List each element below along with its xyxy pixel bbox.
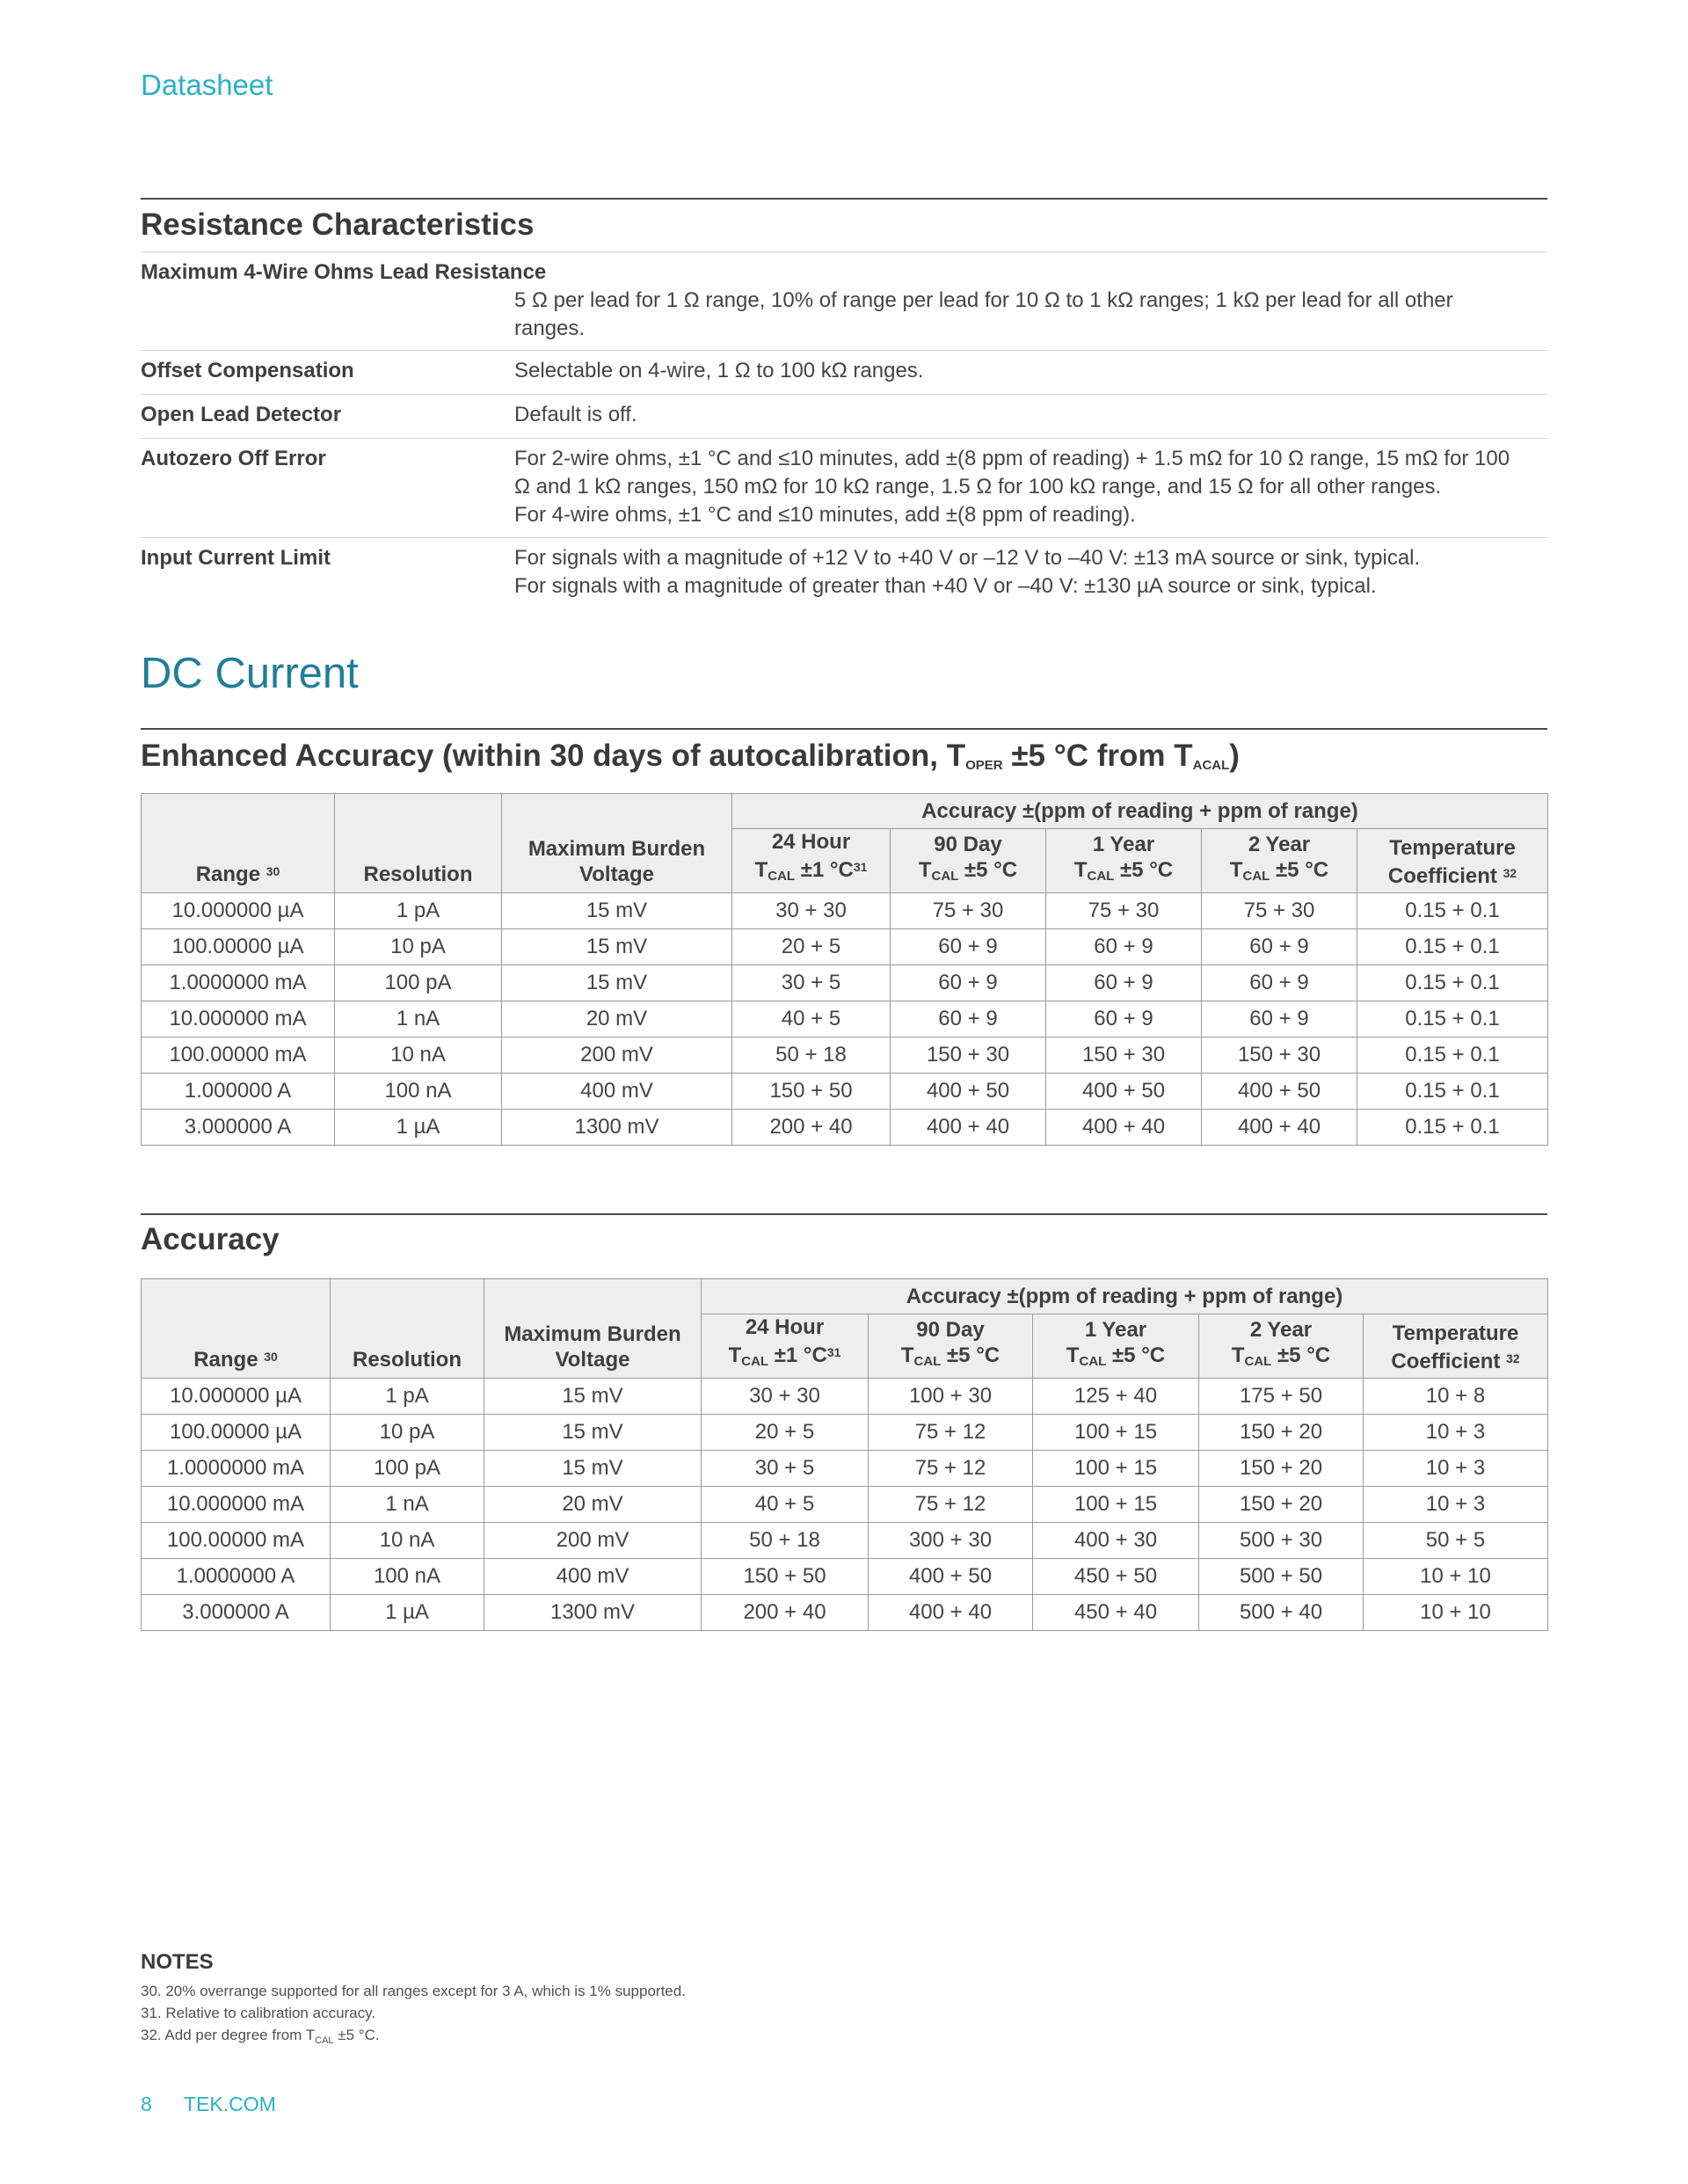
table-cell: 400 + 40 xyxy=(1202,1110,1357,1146)
row-divider xyxy=(141,350,1547,351)
table-cell: 75 + 30 xyxy=(1202,893,1357,929)
document-type-label: Datasheet xyxy=(141,69,273,101)
table-cell: 20 + 5 xyxy=(732,929,891,965)
table-cell: 60 + 9 xyxy=(1202,965,1357,1001)
table-row xyxy=(142,1037,1548,1074)
table-cell: 10 nA xyxy=(331,1523,484,1559)
table-cell: 10.000000 mA xyxy=(142,1001,335,1037)
table-cell: 1.0000000 mA xyxy=(142,965,335,1001)
table-cell: 20 + 5 xyxy=(702,1415,869,1451)
table-cell: 1 nA xyxy=(335,1001,502,1037)
table-cell: 100.00000 mA xyxy=(142,1523,331,1559)
spec-value: 5 Ω per lead for 1 Ω range, 10% of range per lead for 10 Ω to 1 kΩ ranges; 1 kΩ per lead for all other ranges. xyxy=(514,288,1453,340)
table-cell: 150 + 50 xyxy=(732,1074,891,1110)
table-cell: 500 + 50 xyxy=(1199,1559,1364,1595)
section-rule xyxy=(141,1213,1547,1215)
table-cell: 10 + 10 xyxy=(1364,1559,1548,1595)
table-cell: 30 + 30 xyxy=(702,1379,869,1415)
row-divider xyxy=(141,251,1547,252)
table-cell: 1300 mV xyxy=(502,1110,732,1146)
table-cell: 75 + 12 xyxy=(869,1415,1033,1451)
table-cell: 150 + 20 xyxy=(1199,1487,1364,1523)
table-cell: 10 + 3 xyxy=(1364,1451,1548,1487)
table-cell: 400 mV xyxy=(484,1559,702,1595)
table-cell: 60 + 9 xyxy=(1202,929,1357,965)
table-cell: 50 + 5 xyxy=(1364,1523,1548,1559)
table-row xyxy=(142,1595,1548,1631)
col-header-2-year: 2 Year $T_{CAL} \pm 5$ °C xyxy=(1199,1314,1364,1379)
table-cell: 20 mV xyxy=(502,1001,732,1037)
spec-value-line: For 2-wire ohms, ±1 °C and ≤10 minutes, add ±(8 ppm of reading) + 1.5 mΩ for 10 Ω range, 15 mΩ for 100 Ω and 1 kΩ ranges, 150 mΩ for 10 kΩ range, 1.5 Ω for 100 kΩ range, and 15 Ω for all other ranges. xyxy=(514,447,1510,499)
table-cell: 150 + 50 xyxy=(702,1559,869,1595)
spec-value xyxy=(514,544,1525,601)
table-cell: 200 mV xyxy=(502,1037,732,1074)
table-cell: 0.15 + 0.1 xyxy=(1357,1110,1548,1146)
table-cell: 75 + 12 xyxy=(869,1451,1033,1487)
table-cell: 60 + 9 xyxy=(891,929,1046,965)
table-cell: 15 mV xyxy=(484,1451,702,1487)
col-header-90-day: 90 Day $T_{CAL} \pm 5$ °C xyxy=(891,829,1046,893)
table-cell: 0.15 + 0.1 xyxy=(1357,1001,1548,1037)
table-cell: 500 + 30 xyxy=(1199,1523,1364,1559)
table-cell: 10 + 3 xyxy=(1364,1415,1548,1451)
col-header-burden: Maximum Burden Voltage xyxy=(484,1279,702,1379)
table-cell: 100 nA xyxy=(335,1074,502,1110)
table-cell: 150 + 30 xyxy=(891,1037,1046,1074)
table-cell: 450 + 40 xyxy=(1033,1595,1199,1631)
col-header-90-day: 90 Day $T_{CAL} \pm 5$ °C xyxy=(869,1314,1033,1379)
table-cell: 60 + 9 xyxy=(1202,1001,1357,1037)
table-cell: 30 + 30 xyxy=(732,893,891,929)
table-cell: 125 + 40 xyxy=(1033,1379,1199,1415)
table-row xyxy=(142,1001,1548,1037)
table-cell: 30 + 5 xyxy=(732,965,891,1001)
table-cell: 75 + 30 xyxy=(891,893,1046,929)
row-divider xyxy=(141,537,1547,538)
col-header-24-hour: 24 Hour $T_{CAL} \pm 1$ $^\circ C^{31}$ xyxy=(732,829,891,893)
spec-value xyxy=(514,445,1525,529)
table-cell: 500 + 40 xyxy=(1199,1595,1364,1631)
dc-current-heading: DC Current xyxy=(141,650,359,697)
table-cell: 0.15 + 0.1 xyxy=(1357,893,1548,929)
table-cell: 20 mV xyxy=(484,1487,702,1523)
accuracy-table xyxy=(141,1278,1548,1631)
table-cell: 10 + 8 xyxy=(1364,1379,1548,1415)
table-row xyxy=(142,893,1548,929)
table-cell: 100 + 15 xyxy=(1033,1487,1199,1523)
spec-label: Maximum 4-Wire Ohms Lead Resistance xyxy=(141,260,547,284)
accuracy-title: Accuracy xyxy=(141,1222,280,1256)
col-header-24-hour: 24 Hour $T_{CAL} \pm 1$ $^\circ C^{31}$ xyxy=(702,1314,869,1379)
table-row xyxy=(142,965,1548,1001)
spec-value: Selectable on 4-wire, 1 Ω to 100 kΩ ranges. xyxy=(514,359,924,382)
table-cell: 60 + 9 xyxy=(1046,1001,1202,1037)
table-cell: 150 + 30 xyxy=(1046,1037,1202,1074)
table-cell: 0.15 + 0.1 xyxy=(1357,929,1548,965)
table-cell: 50 + 18 xyxy=(702,1523,869,1559)
resistance-section-title: Resistance Characteristics xyxy=(141,207,535,242)
table-cell: 400 + 40 xyxy=(869,1595,1033,1631)
table-cell: 1.000000 A xyxy=(142,1074,335,1110)
col-header-range: Range $^{30}$ xyxy=(142,794,335,893)
table-cell: 150 + 20 xyxy=(1199,1451,1364,1487)
table-cell: 15 mV xyxy=(484,1379,702,1415)
table-cell: 10.000000 µA xyxy=(142,893,335,929)
table-cell: 100 + 15 xyxy=(1033,1451,1199,1487)
table-row xyxy=(142,1110,1548,1146)
table-row xyxy=(142,1415,1548,1451)
table-cell: 100 pA xyxy=(331,1451,484,1487)
table-cell: 10 nA xyxy=(335,1037,502,1074)
table-cell: 10 pA xyxy=(335,929,502,965)
col-header-temp-coefficient: Temperature Coefficient $^{32}$ xyxy=(1364,1314,1548,1379)
table-cell: 1 pA xyxy=(331,1379,484,1415)
table-cell: 0.15 + 0.1 xyxy=(1357,965,1548,1001)
table-cell: 75 + 12 xyxy=(869,1487,1033,1523)
table-cell: 150 + 20 xyxy=(1199,1415,1364,1451)
table-cell: 450 + 50 xyxy=(1033,1559,1199,1595)
table-cell: 100.00000 mA xyxy=(142,1037,335,1074)
table-cell: 10 + 3 xyxy=(1364,1487,1548,1523)
table-cell: 400 + 50 xyxy=(891,1074,1046,1110)
table-cell: 400 mV xyxy=(502,1074,732,1110)
table-cell: 100.00000 µA xyxy=(142,929,335,965)
col-header-resolution: Resolution xyxy=(335,794,502,893)
section-rule xyxy=(141,198,1547,200)
table-cell: 100 nA xyxy=(331,1559,484,1595)
table-cell: 400 + 50 xyxy=(869,1559,1033,1595)
table-cell: 60 + 9 xyxy=(1046,965,1202,1001)
table-cell: 1 nA xyxy=(331,1487,484,1523)
table-cell: 15 mV xyxy=(502,929,732,965)
table-cell: 200 + 40 xyxy=(702,1595,869,1631)
notes-title: NOTES xyxy=(141,1950,214,1974)
table-cell: 3.000000 A xyxy=(142,1110,335,1146)
col-header-temp-coefficient: Temperature Coefficient $^{32}$ xyxy=(1357,829,1548,893)
section-rule xyxy=(141,728,1547,730)
table-cell: 60 + 9 xyxy=(1046,929,1202,965)
table-cell: 1300 mV xyxy=(484,1595,702,1631)
table-cell: 3.000000 A xyxy=(142,1595,331,1631)
table-cell: 10 pA xyxy=(331,1415,484,1451)
table-cell: 300 + 30 xyxy=(869,1523,1033,1559)
note-31: 31. Relative to calibration accuracy. xyxy=(141,2005,376,2021)
spec-label: Open Lead Detector xyxy=(141,403,342,426)
table-row xyxy=(142,929,1548,965)
table-cell: 150 + 30 xyxy=(1202,1037,1357,1074)
row-divider xyxy=(141,438,1547,439)
col-group-header-accuracy: Accuracy ±(ppm of reading + ppm of range) xyxy=(702,1279,1548,1314)
col-header-2-year: 2 Year $T_{CAL} \pm 5$ °C xyxy=(1202,829,1357,893)
table-cell: 0.15 + 0.1 xyxy=(1357,1074,1548,1110)
table-cell: 1.0000000 mA xyxy=(142,1451,331,1487)
col-header-1-year: 1 Year $T_{CAL} \pm 5$ °C xyxy=(1046,829,1202,893)
table-cell: 400 + 40 xyxy=(891,1110,1046,1146)
table-cell: 60 + 9 xyxy=(891,1001,1046,1037)
table-cell: 10 + 10 xyxy=(1364,1595,1548,1631)
table-row xyxy=(142,1074,1548,1110)
page-number: 8 xyxy=(141,2093,152,2115)
table-cell: 30 + 5 xyxy=(702,1451,869,1487)
table-cell: 100 + 15 xyxy=(1033,1415,1199,1451)
table-cell: 100 pA xyxy=(335,965,502,1001)
table-row xyxy=(142,1523,1548,1559)
col-group-header-accuracy: Accuracy ±(ppm of reading + ppm of range) xyxy=(732,794,1548,829)
spec-label: Input Current Limit xyxy=(141,546,331,570)
table-cell: 10.000000 µA xyxy=(142,1379,331,1415)
table-row xyxy=(142,1559,1548,1595)
spec-label: Offset Compensation xyxy=(141,359,354,382)
enhanced-accuracy-title: Enhanced Accuracy (within 30 days of autocalibration, $T_{OPER} \pm 5$ °C from $T_{ACAL}$) xyxy=(141,739,1240,773)
table-cell: 400 + 30 xyxy=(1033,1523,1199,1559)
enhanced-accuracy-table xyxy=(141,793,1548,1146)
table-cell: 1 µA xyxy=(331,1595,484,1631)
spec-label: Autozero Off Error xyxy=(141,447,326,470)
note-30: 30. 20% overrange supported for all ranges except for 3 A, which is 1% supported. xyxy=(141,1983,686,1999)
table-cell: 200 + 40 xyxy=(732,1110,891,1146)
table-cell: 15 mV xyxy=(502,893,732,929)
spec-value: Default is off. xyxy=(514,403,637,426)
col-header-1-year: 1 Year $T_{CAL} \pm 5$ °C xyxy=(1033,1314,1199,1379)
table-row xyxy=(142,1379,1548,1415)
table-cell: 400 + 50 xyxy=(1202,1074,1357,1110)
col-header-range: Range $^{30}$ xyxy=(142,1279,331,1379)
table-cell: 60 + 9 xyxy=(891,965,1046,1001)
table-row xyxy=(142,1487,1548,1523)
table-cell: 10.000000 mA xyxy=(142,1487,331,1523)
table-cell: 175 + 50 xyxy=(1199,1379,1364,1415)
table-cell: 40 + 5 xyxy=(702,1487,869,1523)
table-cell: 0.15 + 0.1 xyxy=(1357,1037,1548,1074)
table-cell: 15 mV xyxy=(484,1415,702,1451)
spec-value-line: For 4-wire ohms, ±1 °C and ≤10 minutes, add ±(8 ppm of reading). xyxy=(514,503,1136,527)
spec-value-line: For signals with a magnitude of +12 V to +40 V or –12 V to –40 V: ±13 mA source or sink, typical. xyxy=(514,546,1421,570)
table-cell: 400 + 50 xyxy=(1046,1074,1202,1110)
table-cell: 15 mV xyxy=(502,965,732,1001)
footer-website-link[interactable]: TEK.COM xyxy=(184,2093,276,2115)
table-cell: 1 µA xyxy=(335,1110,502,1146)
table-cell: 1.0000000 A xyxy=(142,1559,331,1595)
row-divider xyxy=(141,394,1547,395)
table-cell: 100.00000 µA xyxy=(142,1415,331,1451)
table-row xyxy=(142,1451,1548,1487)
table-cell: 50 + 18 xyxy=(732,1037,891,1074)
table-cell: 200 mV xyxy=(484,1523,702,1559)
table-cell: 400 + 40 xyxy=(1046,1110,1202,1146)
table-cell: 75 + 30 xyxy=(1046,893,1202,929)
col-header-resolution: Resolution xyxy=(331,1279,484,1379)
table-cell: 1 pA xyxy=(335,893,502,929)
spec-value-line: For signals with a magnitude of greater than +40 V or –40 V: ±130 µA source or sink, typical. xyxy=(514,574,1377,598)
note-32: 32. Add per degree from $T_{CAL} \pm 5$ °C. xyxy=(141,2027,380,2046)
table-cell: 40 + 5 xyxy=(732,1001,891,1037)
table-cell: 100 + 30 xyxy=(869,1379,1033,1415)
col-header-burden: Maximum Burden Voltage xyxy=(502,794,732,893)
